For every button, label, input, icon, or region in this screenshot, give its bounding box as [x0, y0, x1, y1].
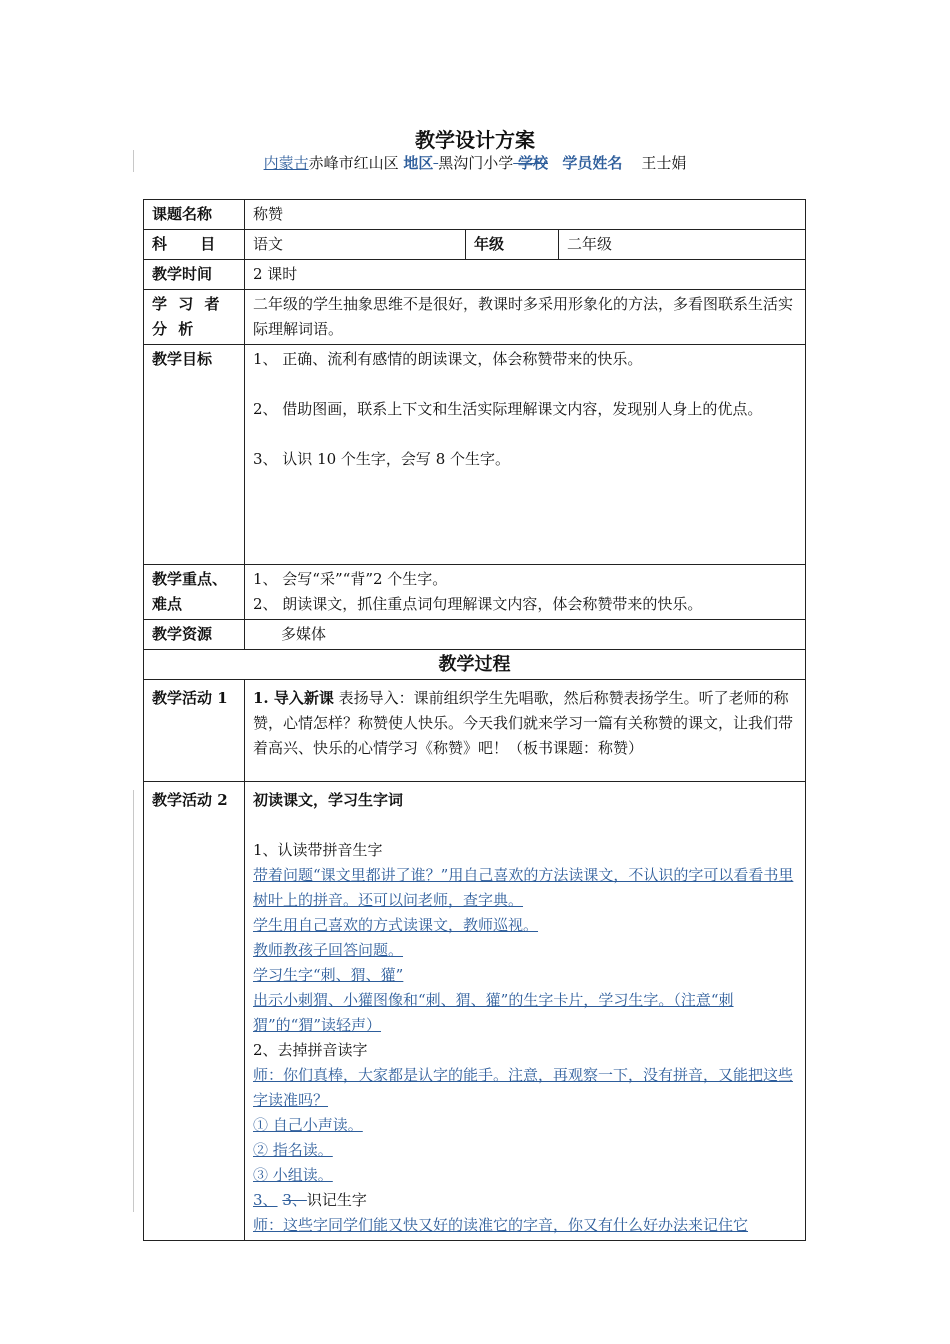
- activity1-title: 1. 导入新课: [253, 689, 334, 707]
- grade-label: 年级: [466, 230, 559, 260]
- goals-cell: [245, 345, 806, 565]
- student-label: 学员姓名: [562, 154, 623, 172]
- step3-number: 3、: [253, 1191, 278, 1209]
- row-goals: [144, 345, 806, 565]
- grade-value: 二年级: [559, 230, 806, 260]
- subject-label: 科 目: [144, 230, 245, 260]
- goals-label: 教学目标: [144, 345, 245, 565]
- step3-struck-number: 3、: [282, 1191, 307, 1209]
- row-subject: [144, 230, 806, 260]
- process-heading: 教学过程: [144, 650, 806, 680]
- activity2-title: 初读课文，学习生字词: [253, 791, 404, 809]
- key-label: 教学重点、难点: [144, 565, 245, 620]
- step1-line: 出示小刺猬、小獾图像和“刺、猬、獾”的生字卡片，学习生字。（注意“刺猬”的“猬”读轻声）: [253, 991, 734, 1034]
- student-value: 王士娟: [641, 154, 687, 172]
- step2-line: 师：你们真棒，大家都是认字的能手。注意，再观察一下，没有拼音，又能把这些字读准吗？: [253, 1066, 794, 1109]
- activity1-text: 表扬导入：课前组织学生先唱歌，然后称赞表扬学生。听了老师的称赞，心情怎样？称赞使人快乐。今天我们就来学习一篇有关称赞的课文，让我们带着高兴、快乐的心情学习《称赞》吧！（板书课题：称赞）: [253, 689, 794, 757]
- activity2-label: 教学活动 2: [144, 782, 245, 1241]
- subject-value: 语文: [245, 230, 466, 260]
- row-process-heading: [144, 650, 806, 680]
- step2-line: [253, 1138, 797, 1163]
- region-label: 地区: [403, 154, 434, 172]
- step1-line: 学习生字“刺、猬、獾”: [253, 966, 404, 984]
- key-point: 1、 会写“采”“背”2 个生字。: [253, 570, 448, 588]
- analysis-value: 二年级的学生抽象思维不是很好，教课时多采用形象化的方法，多看图联系生活实际理解词语。: [245, 290, 806, 345]
- step3-line: 师：这些字同学们能又快又好的读准它的字音，你又有什么好办法来记住它: [253, 1216, 749, 1234]
- margin-mark: [133, 790, 134, 1212]
- step2-item: ① 自己小声读。: [253, 1116, 363, 1134]
- resource-value: 多媒体: [245, 620, 806, 650]
- blank-line: [253, 813, 797, 838]
- step2-item: ③ 小组读。: [253, 1166, 333, 1184]
- activity1-cell: [245, 680, 806, 782]
- step2-line: [253, 1163, 797, 1188]
- page-title: 教学设计方案: [415, 128, 535, 152]
- course-label: 课题名称: [144, 200, 245, 230]
- analysis-label: 学 习 者 分 析: [144, 290, 245, 345]
- step2-heading: 2、去掉拼音读字: [253, 1041, 368, 1059]
- row-activity-1: [144, 680, 806, 782]
- course-value: 称赞: [245, 200, 806, 230]
- lesson-plan-table: [143, 199, 806, 1241]
- step1-line: 学生用自己喜欢的方式读课文，教师巡视。: [253, 916, 539, 934]
- step1-line: 带着问题“课文里都讲了谁？”用自己喜欢的方法读课文，不认识的字可以看看书里树叶上的拼音。还可以问老师，查字典。: [253, 866, 794, 909]
- resource-label: 教学资源: [144, 620, 245, 650]
- time-label: 教学时间: [144, 260, 245, 290]
- region-rest: 赤峰市红山区: [308, 154, 399, 172]
- row-key-points: [144, 565, 806, 620]
- step3-text: 识记生字: [306, 1191, 367, 1209]
- step1-heading: 1、认读带拼音生字: [253, 841, 383, 859]
- goal-item: 2、 借助图画，联系上下文和生活实际理解课文内容，发现别人身上的优点。: [253, 400, 763, 418]
- activity2-cell: [245, 782, 806, 1241]
- activity1-label: 教学活动 1: [144, 680, 245, 782]
- school-label: 学校: [517, 154, 548, 172]
- header-info-line: [0, 152, 950, 173]
- step2-item: ② 指名读。: [253, 1141, 333, 1159]
- key-cell: [245, 565, 806, 620]
- region-value: 内蒙古: [263, 154, 309, 172]
- row-analysis: [144, 290, 806, 345]
- step1-line: 教师教孩子回答问题。: [253, 941, 404, 959]
- row-activity-2: [144, 782, 806, 1241]
- goal-item: 1、 正确、流利有感情的朗读课文，体会称赞带来的快乐。: [253, 350, 643, 368]
- step3-heading: [253, 1188, 797, 1213]
- row-time: [144, 260, 806, 290]
- row-resource: [144, 620, 806, 650]
- school-value: 黑沟门小学: [438, 154, 514, 172]
- row-course: [144, 200, 806, 230]
- key-point: 2、 朗读课文，抓住重点词句理解课文内容，体会称赞带来的快乐。: [253, 595, 703, 613]
- time-value: 2 课时: [245, 260, 806, 290]
- step2-line: [253, 1113, 797, 1138]
- goal-item: 3、 认识 10 个生字，会写 8 个生字。: [253, 450, 511, 468]
